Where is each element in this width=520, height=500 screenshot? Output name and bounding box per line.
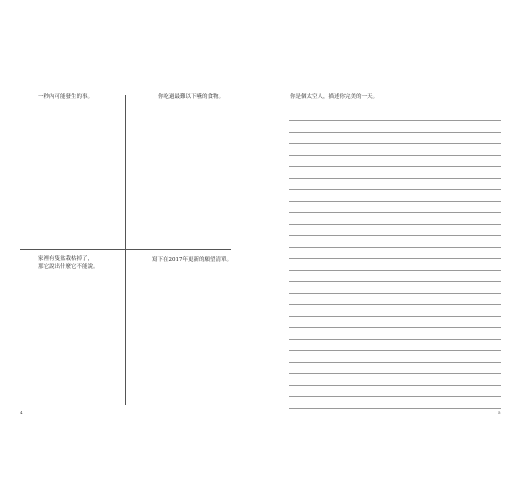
ruled-line	[289, 189, 501, 190]
ruled-line	[289, 166, 501, 167]
ruled-line	[289, 385, 501, 386]
ruled-line	[289, 212, 501, 213]
ruled-line	[289, 132, 501, 133]
ruled-line	[289, 270, 501, 271]
writing-lines	[289, 120, 501, 410]
ruled-line	[289, 224, 501, 225]
ruled-line	[289, 143, 501, 144]
prompt-top-left	[38, 93, 93, 101]
prompt-line: 那它說出什麼它不能說。	[38, 264, 99, 270]
ruled-line	[289, 281, 501, 282]
prompt-line: 你吃過最難以下嚥的食物。	[158, 94, 225, 100]
ruled-line	[289, 396, 501, 397]
ruled-line	[289, 120, 501, 121]
ruled-line	[289, 339, 501, 340]
quadrant-vertical-divider	[125, 95, 126, 405]
prompt-line: 家裡有隻盆栽枯掉了，	[38, 256, 94, 262]
prompt-astronaut	[290, 93, 378, 101]
prompt-line: 你是個太空人，描述你完美的一天。	[290, 94, 379, 100]
page-number-right: 5	[498, 410, 501, 415]
prompt-bottom-right	[152, 256, 232, 264]
ruled-line	[289, 304, 501, 305]
ruled-line	[289, 327, 501, 328]
ruled-line	[289, 155, 501, 156]
ruled-line	[289, 247, 501, 248]
ruled-line	[289, 362, 501, 363]
prompt-line: 寫下在2017年更新的願望清單。	[152, 257, 232, 263]
ruled-line	[289, 258, 501, 259]
ruled-line	[289, 316, 501, 317]
ruled-line	[289, 293, 501, 294]
ruled-line	[289, 350, 501, 351]
quadrant-horizontal-divider	[20, 249, 231, 250]
ruled-line	[289, 201, 501, 202]
ruled-line	[289, 408, 501, 409]
prompt-top-right	[158, 93, 224, 101]
ruled-line	[289, 235, 501, 236]
prompt-bottom-left	[38, 255, 99, 271]
prompt-line: 一秒內可能發生的事。	[38, 94, 94, 100]
ruled-line	[289, 178, 501, 179]
page-number-left: 4	[20, 410, 23, 415]
ruled-line	[289, 373, 501, 374]
